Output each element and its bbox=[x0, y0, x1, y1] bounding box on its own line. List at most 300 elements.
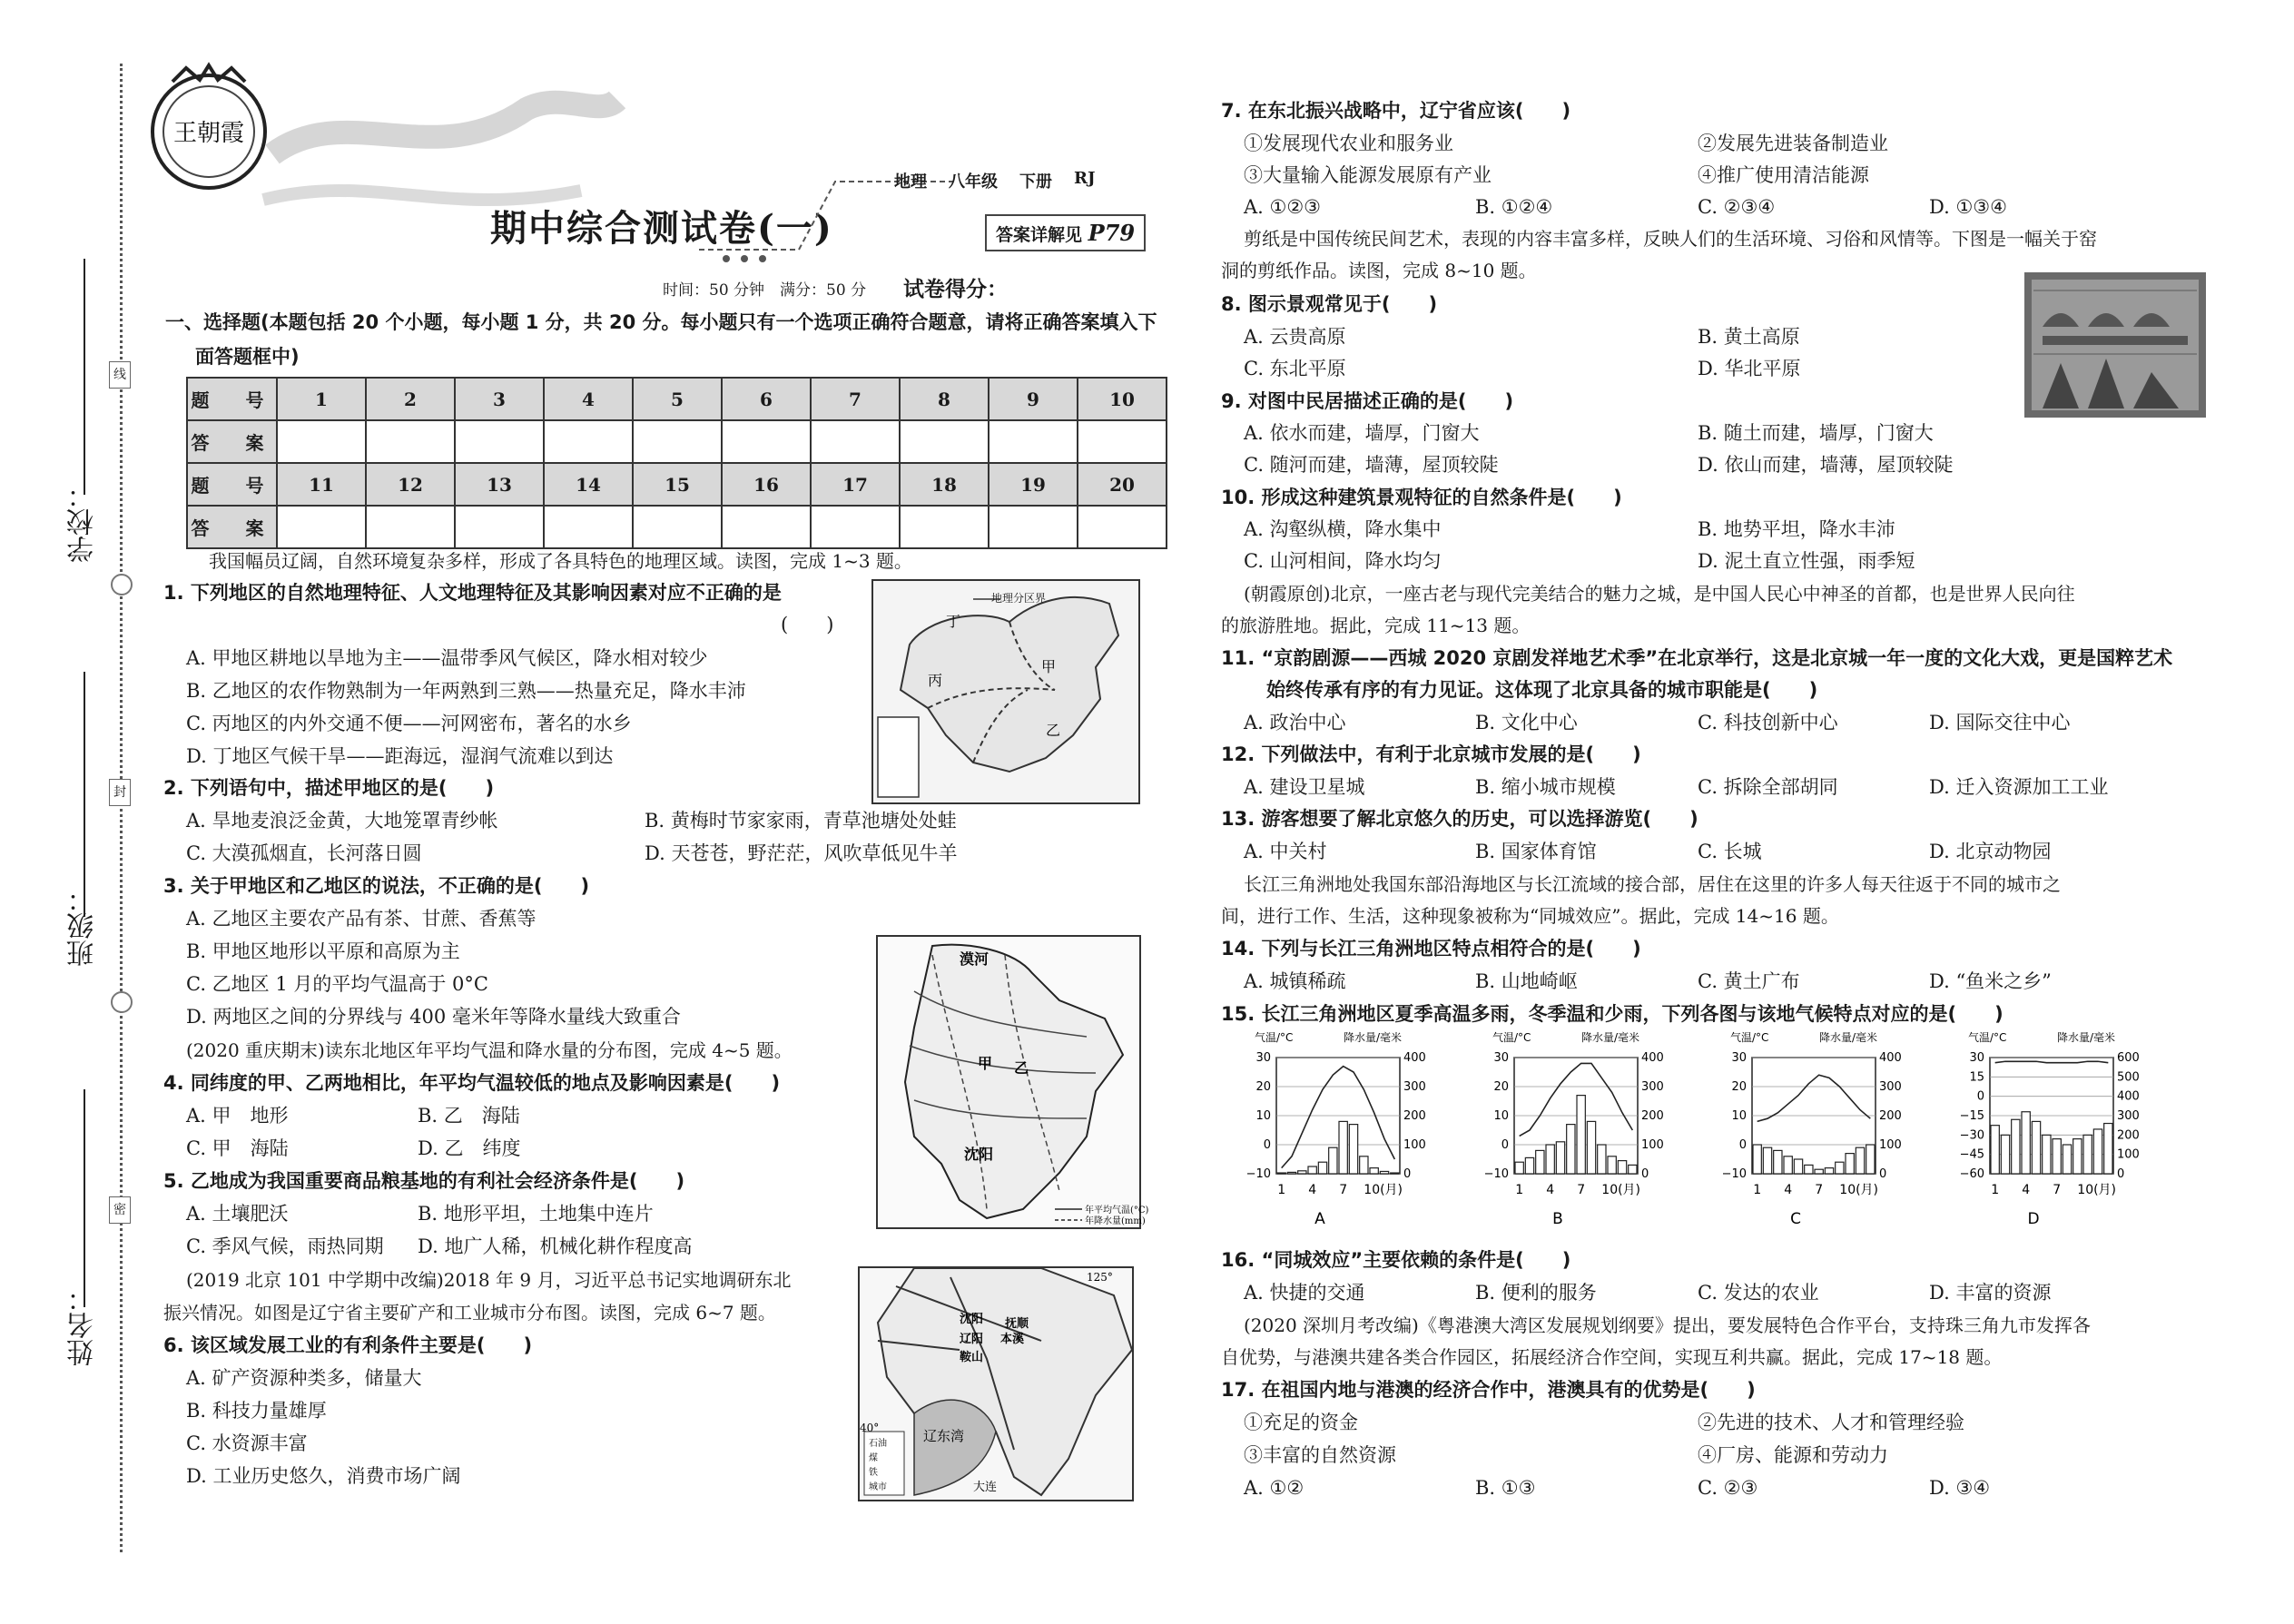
q17-item-4: ④厂房、能源和劳动力 bbox=[1698, 1444, 1888, 1466]
chart-tick-left: −60 bbox=[1959, 1167, 1984, 1181]
q8-option-a: A. 云贵高原 bbox=[1244, 326, 1346, 348]
chart-tick-x: 4 bbox=[1546, 1183, 1555, 1197]
chart-bar bbox=[1391, 1173, 1399, 1174]
answer-cell[interactable] bbox=[900, 420, 989, 463]
intro-4: 剪纸是中国传统民间艺术，表现的内容丰富多样，反映人们的生活环境、习俗和风情等。下图是一幅关于窑 bbox=[1244, 228, 2097, 250]
answer-cell[interactable] bbox=[277, 506, 366, 548]
intro-5: (朝霞原创)北京，一座古老与现代完美结合的魅力之城，是中国人民心中神圣的首都，也是世界人民向往 bbox=[1244, 583, 2075, 605]
chart-bar bbox=[1815, 1169, 1823, 1174]
chart-bar bbox=[1866, 1145, 1875, 1174]
q1-paren: ( ) bbox=[781, 614, 834, 635]
q3-option-c: C. 乙地区 1 月的平均气温高于 0°C bbox=[186, 973, 488, 995]
answer-cell[interactable] bbox=[1078, 506, 1167, 548]
chart-y1-label: 气温/°C bbox=[1968, 1031, 2007, 1044]
chart-bar bbox=[1846, 1154, 1854, 1174]
map3-legend-coal: 煤 bbox=[869, 1453, 878, 1463]
answer-cell[interactable] bbox=[633, 420, 722, 463]
map3-legend-city: 城市 bbox=[869, 1482, 887, 1492]
chart-tick-right: 0 bbox=[1403, 1167, 1412, 1181]
table-row bbox=[187, 420, 1167, 463]
chart-bar bbox=[1794, 1159, 1802, 1174]
chart-tick-left: 0 bbox=[1738, 1138, 1747, 1152]
chart-tick-x: 7 bbox=[1815, 1183, 1824, 1197]
chart-tick-x: 1 bbox=[1277, 1183, 1286, 1197]
answer-cell[interactable] bbox=[722, 420, 811, 463]
northeast-isoline-map bbox=[876, 935, 1149, 1229]
map3-label-anshan: 鞍山 bbox=[960, 1351, 984, 1364]
q-number: 15 bbox=[633, 463, 722, 506]
table-row bbox=[187, 506, 1167, 548]
intro-7-cont: 自优势，与港澳共建各类合作园区，拓展经济合作空间，实现互利共赢。据此，完成 17~18 题。 bbox=[1221, 1346, 2003, 1368]
q5-option-a: A. 土壤肥沃 bbox=[186, 1203, 289, 1225]
answer-cell[interactable] bbox=[633, 506, 722, 548]
chart-bar bbox=[2032, 1121, 2040, 1174]
chart-tick-left: 30 bbox=[1493, 1051, 1509, 1065]
question-12: 12. 下列做法中，有利于北京城市发展的是( ) bbox=[1221, 743, 1641, 765]
chart-tick-left: −10 bbox=[1721, 1167, 1747, 1181]
map3-label-dalian: 大连 bbox=[973, 1481, 998, 1494]
liaoning-industry-map bbox=[858, 1266, 1134, 1501]
chart-bar bbox=[1763, 1147, 1771, 1174]
chart-tick-x: 10(月) bbox=[1601, 1183, 1641, 1197]
map3-label-liaodongwan: 辽东湾 bbox=[923, 1428, 965, 1444]
q3-option-d: D. 两地区之间的分界线与 400 毫米年等降水量线大致重合 bbox=[186, 1006, 681, 1028]
q16-option-a: A. 快捷的交通 bbox=[1244, 1282, 1365, 1304]
q12-option-d: D. 迁入资源加工工业 bbox=[1929, 776, 2109, 798]
q-number: 20 bbox=[1078, 463, 1167, 506]
chart-tick-x: 4 bbox=[1308, 1183, 1317, 1197]
q-number: 12 bbox=[366, 463, 455, 506]
chart-bar bbox=[2053, 1139, 2061, 1174]
chart-bar bbox=[2022, 1112, 2030, 1174]
map3-label-fushun: 抚顺 bbox=[1005, 1317, 1029, 1331]
chart-bar bbox=[1784, 1156, 1792, 1174]
q13-option-d: D. 北京动物园 bbox=[1929, 841, 2052, 862]
meta-subject: 地理 bbox=[894, 172, 927, 192]
intro-3: (2019 北京 101 中学期中改编)2018 年 9 月，习近平总书记实地调研东北 bbox=[186, 1269, 792, 1291]
q10-option-c: C. 山河相间，降水均匀 bbox=[1244, 550, 1442, 572]
q-number: 16 bbox=[722, 463, 811, 506]
class-line bbox=[84, 672, 85, 917]
q7-option-a: A. ①②③ bbox=[1244, 196, 1321, 218]
q6-option-b: B. 科技力量雄厚 bbox=[186, 1400, 327, 1422]
school-line bbox=[84, 259, 85, 495]
chart-bar bbox=[1753, 1145, 1761, 1174]
page-title: 期中综合测试卷(一) bbox=[490, 207, 833, 250]
chart-tick-x: 7 bbox=[1339, 1183, 1348, 1197]
intro-5-cont: 的旅游胜地。据此，完成 11~13 题。 bbox=[1221, 615, 1531, 636]
chart-bar bbox=[1287, 1172, 1295, 1174]
answer-cell[interactable] bbox=[366, 506, 455, 548]
q-number: 1 bbox=[277, 378, 366, 420]
q-number: 11 bbox=[277, 463, 366, 506]
intro-1: 我国幅员辽阔，自然环境复杂多样，形成了各具特色的地理区域。读图，完成 1~3 题。 bbox=[209, 550, 912, 572]
chart-bar bbox=[2093, 1129, 2102, 1174]
chart-bar bbox=[1329, 1147, 1337, 1174]
q2-option-b: B. 黄梅时节家家雨，青草池塘处处蛙 bbox=[645, 810, 957, 832]
question-4: 4. 同纬度的甲、乙两地相比，年平均气温较低的地点及影响因素是( ) bbox=[163, 1072, 781, 1094]
q16-option-c: C. 发达的农业 bbox=[1698, 1282, 1819, 1304]
map3-legend-iron: 铁 bbox=[869, 1468, 878, 1478]
answer-cell[interactable] bbox=[277, 420, 366, 463]
q13-option-a: A. 中关村 bbox=[1244, 841, 1327, 862]
q9-option-a: A. 依水而建，墙厚，门窗大 bbox=[1244, 422, 1480, 444]
chart-temp-line bbox=[1282, 1067, 1395, 1168]
intro-3-cont: 振兴情况。如图是辽宁省主要矿产和工业城市分布图。读图，完成 6~7 题。 bbox=[163, 1302, 776, 1324]
chart-tick-left: 15 bbox=[1969, 1070, 1984, 1085]
chart-tick-left: 30 bbox=[1969, 1051, 1984, 1065]
q-number: 3 bbox=[455, 378, 544, 420]
chart-tick-left: 20 bbox=[1493, 1080, 1509, 1094]
q-number: 8 bbox=[900, 378, 989, 420]
chart-caption: A bbox=[1314, 1210, 1325, 1228]
chart-tick-right: 300 bbox=[1641, 1080, 1664, 1094]
cut-mark-mi: 密 bbox=[109, 1196, 131, 1224]
q2-option-c: C. 大漠孤烟直，长河落日圆 bbox=[186, 842, 422, 864]
chart-tick-right: 200 bbox=[1879, 1109, 1902, 1123]
q-number: 14 bbox=[544, 463, 633, 506]
map3-label-lon: 125° bbox=[1087, 1271, 1113, 1284]
chart-bar bbox=[1629, 1165, 1637, 1174]
q16-option-d: D. 丰富的资源 bbox=[1929, 1282, 2052, 1304]
chart-tick-left: 10 bbox=[1255, 1109, 1271, 1123]
chart-tick-left: −30 bbox=[1959, 1128, 1984, 1143]
q1-option-a: A. 甲地区耕地以旱地为主——温带季风气候区，降水相对较少 bbox=[186, 647, 708, 669]
chart-tick-right: 200 bbox=[1641, 1109, 1664, 1123]
q7-item-3: ③大量输入能源发展原有产业 bbox=[1244, 164, 1492, 186]
map3-label-liaoyang: 辽阳 bbox=[960, 1333, 984, 1346]
q13-option-c: C. 长城 bbox=[1698, 841, 1762, 862]
chart-bar bbox=[1546, 1145, 1554, 1174]
q4-option-d: D. 乙 纬度 bbox=[418, 1137, 521, 1159]
chart-bar bbox=[1525, 1157, 1533, 1174]
chart-tick-right: 200 bbox=[1403, 1109, 1426, 1123]
chart-bar bbox=[1515, 1162, 1523, 1174]
map2-label-mohe: 漠河 bbox=[960, 950, 989, 968]
q-number: 19 bbox=[989, 463, 1078, 506]
q10-option-a: A. 沟壑纵横，降水集中 bbox=[1244, 518, 1442, 540]
chart-y2-label: 降水量/毫米 bbox=[2057, 1031, 2116, 1044]
chart-tick-right: 300 bbox=[1879, 1080, 1902, 1094]
chart-bar bbox=[1836, 1162, 1844, 1174]
chart-tick-left: −45 bbox=[1959, 1147, 1984, 1162]
q17-item-2: ②先进的技术、人才和管理经验 bbox=[1698, 1412, 1964, 1433]
q17-option-b: B. ①③ bbox=[1475, 1477, 1536, 1499]
question-1: 1. 下列地区的自然地理特征、人文地理特征及其影响因素对应不正确的是 bbox=[163, 582, 782, 604]
q14-option-a: A. 城镇稀疏 bbox=[1244, 970, 1346, 992]
map3-label-benxi: 本溪 bbox=[1000, 1333, 1025, 1346]
chart-tick-right: 100 bbox=[1641, 1138, 1664, 1152]
chart-bar bbox=[2063, 1145, 2071, 1174]
section-heading-cont: 面答题框中) bbox=[195, 346, 300, 368]
q17-item-3: ③丰富的自然资源 bbox=[1244, 1444, 1396, 1466]
chart-tick-right: 400 bbox=[1879, 1051, 1902, 1065]
chart-caption: C bbox=[1790, 1210, 1801, 1228]
q-number: 2 bbox=[366, 378, 455, 420]
chart-bar bbox=[1536, 1150, 1544, 1174]
map1-label-yi: 乙 bbox=[1046, 722, 1061, 739]
section-heading: 一、选择题(本题包括 20 个小题，每小题 1 分，共 20 分。每小题只有一个选项正确符合题意，请将正确答案填入下 bbox=[165, 311, 1157, 333]
question-10: 10. 形成这种建筑景观特征的自然条件是( ) bbox=[1221, 487, 1622, 508]
q16-option-b: B. 便利的服务 bbox=[1475, 1282, 1597, 1304]
chart-tick-right: 600 bbox=[2117, 1051, 2140, 1065]
chart-tick-left: −10 bbox=[1245, 1167, 1271, 1181]
chart-bar bbox=[1567, 1125, 1575, 1174]
chart-tick-x: 7 bbox=[1577, 1183, 1586, 1197]
chart-bar bbox=[1556, 1142, 1564, 1174]
q7-option-d: D. ①③④ bbox=[1929, 196, 2007, 218]
chart-tick-x: 1 bbox=[1753, 1183, 1762, 1197]
chart-bar bbox=[1856, 1147, 1864, 1174]
question-17: 17. 在祖国内地与港澳的经济合作中，港澳具有的优势是( ) bbox=[1221, 1379, 1756, 1401]
q12-option-c: C. 拆除全部胡同 bbox=[1698, 776, 1838, 798]
chart-bar bbox=[1277, 1173, 1285, 1174]
q-number: 17 bbox=[811, 463, 900, 506]
chart-tick-right: 400 bbox=[1403, 1051, 1426, 1065]
question-2: 2. 下列语句中，描述甲地区的是( ) bbox=[163, 777, 495, 799]
answer-cell[interactable] bbox=[989, 420, 1078, 463]
chart-bar bbox=[1618, 1161, 1626, 1174]
question-11-cont: 始终传承有序的有力见证。这体现了北京具备的城市职能是( ) bbox=[1266, 679, 1818, 701]
answer-cell[interactable] bbox=[455, 506, 544, 548]
chart-tick-left: 10 bbox=[1731, 1109, 1747, 1123]
chart-tick-right: 100 bbox=[2117, 1147, 2140, 1162]
chart-tick-right: 400 bbox=[2117, 1089, 2140, 1104]
chart-tick-right: 0 bbox=[1879, 1167, 1887, 1181]
chart-caption: B bbox=[1552, 1210, 1563, 1228]
q2-option-a: A. 旱地麦浪泛金黄，大地笼罩青纱帐 bbox=[186, 810, 498, 832]
question-15: 15. 长江三角洲地区夏季高温多雨，冬季温和少雨，下列各图与该地气候特点对应的是( ) bbox=[1221, 1003, 2004, 1025]
svg-text:王朝霞: 王朝霞 bbox=[172, 120, 245, 147]
question-16: 16. “同城效应”主要依赖的条件是( ) bbox=[1221, 1249, 1571, 1271]
chart-bar bbox=[1598, 1145, 1606, 1174]
q10-option-b: B. 地势平坦，降水丰沛 bbox=[1698, 518, 1895, 540]
chart-tick-x: 10(月) bbox=[2077, 1183, 2117, 1197]
map1-label-jia: 甲 bbox=[1041, 658, 1057, 675]
chart-bar bbox=[1360, 1156, 1368, 1174]
answer-cell[interactable] bbox=[1078, 420, 1167, 463]
q1-option-c: C. 丙地区的内外交通不便——河网密布，著名的水乡 bbox=[186, 713, 632, 734]
q17-option-d: D. ③④ bbox=[1929, 1477, 1991, 1499]
q11-option-a: A. 政治中心 bbox=[1244, 712, 1346, 733]
climate-charts bbox=[1235, 1030, 2170, 1239]
q9-option-d: D. 依山而建，墙薄，屋顶较陡 bbox=[1698, 454, 1954, 476]
chart-y2-label: 降水量/毫米 bbox=[1344, 1031, 1403, 1044]
answer-ref-label: 答案详解见 bbox=[996, 225, 1083, 245]
q8-option-b: B. 黄土高原 bbox=[1698, 326, 1800, 348]
chart-tick-right: 0 bbox=[1641, 1167, 1649, 1181]
answer-cell[interactable] bbox=[811, 506, 900, 548]
q6-option-a: A. 矿产资源种类多，储量大 bbox=[186, 1367, 422, 1389]
chart-temp-line bbox=[1520, 1063, 1633, 1136]
q10-option-d: D. 泥土直立性强，雨季短 bbox=[1698, 550, 1915, 572]
chart-bar bbox=[1577, 1096, 1585, 1174]
answer-cell[interactable] bbox=[366, 420, 455, 463]
class-label: 班级： bbox=[67, 885, 99, 967]
q14-option-c: C. 黄土广布 bbox=[1698, 970, 1800, 992]
q7-option-c: C. ②③④ bbox=[1698, 196, 1776, 218]
q5-option-c: C. 季风气候，雨热同期 bbox=[186, 1235, 384, 1257]
q6-option-c: C. 水资源丰富 bbox=[186, 1432, 308, 1454]
chart-temp-line bbox=[1757, 1075, 1871, 1121]
binding-hole bbox=[111, 574, 133, 595]
q-number: 9 bbox=[989, 378, 1078, 420]
intro-6-cont: 间，进行工作、生活，这种现象被称为“同城效应”。据此，完成 14~16 题。 bbox=[1221, 905, 1839, 927]
q14-option-d: D. “鱼米之乡” bbox=[1929, 970, 2052, 992]
intro-6: 长江三角洲地处我国东部沿海地区与长江流域的接合部，居住在这里的许多人每天往返于不同的城市之 bbox=[1244, 873, 2061, 895]
chart-tick-right: 100 bbox=[1879, 1138, 1902, 1152]
subject-meta bbox=[894, 169, 1095, 192]
question-9: 9. 对图中民居描述正确的是( ) bbox=[1221, 390, 1514, 412]
chart-y1-label: 气温/°C bbox=[1492, 1031, 1531, 1044]
q9-option-c: C. 随河而建，墙薄，屋顶较陡 bbox=[1244, 454, 1499, 476]
q-number: 5 bbox=[633, 378, 722, 420]
q17-option-a: A. ①② bbox=[1244, 1477, 1305, 1499]
answer-cell[interactable] bbox=[544, 420, 633, 463]
chart-tick-left: 30 bbox=[1731, 1051, 1747, 1065]
q11-option-c: C. 科技创新中心 bbox=[1698, 712, 1838, 733]
chart-tick-x: 4 bbox=[2022, 1183, 2031, 1197]
q2-option-d: D. 天苍苍，野茫茫，风吹草低见牛羊 bbox=[645, 842, 958, 864]
intro-2: (2020 重庆期末)读东北地区年平均气温和降水量的分布图，完成 4~5 题。 bbox=[186, 1039, 793, 1061]
q12-option-a: A. 建设卫星城 bbox=[1244, 776, 1365, 798]
question-8: 8. 图示景观常见于( ) bbox=[1221, 293, 1438, 315]
chart-bar bbox=[1308, 1166, 1316, 1174]
chart-bar bbox=[1608, 1156, 1616, 1174]
q1-option-d: D. 丁地区气候干旱——距海远，湿润气流难以到达 bbox=[186, 745, 614, 767]
chart-bar bbox=[2104, 1124, 2112, 1174]
q14-option-b: B. 山地崎岖 bbox=[1475, 970, 1578, 992]
table-row bbox=[187, 378, 1167, 420]
map3-label-lat: 40° bbox=[860, 1422, 880, 1434]
answer-cell[interactable] bbox=[811, 420, 900, 463]
map3-legend-oil: 石油 bbox=[869, 1439, 887, 1449]
q4-option-b: B. 乙 海陆 bbox=[418, 1105, 520, 1127]
q11-option-b: B. 文化中心 bbox=[1475, 712, 1578, 733]
q1-option-b: B. 乙地区的农作物熟制为一年两熟到三熟——热量充足，降水丰沛 bbox=[186, 680, 746, 702]
chart-tick-right: 300 bbox=[1403, 1080, 1426, 1094]
q3-option-a: A. 乙地区主要农产品有茶、甘蔗、香蕉等 bbox=[186, 908, 537, 930]
chart-tick-x: 4 bbox=[1784, 1183, 1793, 1197]
chart-caption: D bbox=[2027, 1210, 2040, 1228]
chart-tick-right: 400 bbox=[1641, 1051, 1664, 1065]
map2-label-shenyang: 沈阳 bbox=[964, 1146, 994, 1163]
chart-bar bbox=[1825, 1168, 1833, 1174]
question-3: 3. 关于甲地区和乙地区的说法，不正确的是( ) bbox=[163, 875, 590, 897]
question-5: 5. 乙地成为我国重要商品粮基地的有利社会经济条件是( ) bbox=[163, 1170, 685, 1192]
answer-cell[interactable] bbox=[989, 506, 1078, 548]
q-number: 6 bbox=[722, 378, 811, 420]
chart-tick-right: 0 bbox=[2117, 1167, 2125, 1181]
q7-item-1: ①发展现代农业和服务业 bbox=[1244, 133, 1453, 154]
q-number: 4 bbox=[544, 378, 633, 420]
a-label: 答 案 bbox=[187, 506, 277, 548]
school-label: 学校： bbox=[67, 481, 99, 563]
china-regions-map bbox=[871, 579, 1140, 804]
map1-label-bing: 丙 bbox=[928, 672, 943, 689]
chart-tick-right: 100 bbox=[1403, 1138, 1426, 1152]
chart-tick-left: −10 bbox=[1483, 1167, 1509, 1181]
answer-cell[interactable] bbox=[544, 506, 633, 548]
chart-bar bbox=[1318, 1162, 1326, 1174]
q13-option-b: B. 国家体育馆 bbox=[1475, 841, 1597, 862]
chart-tick-left: 10 bbox=[1493, 1109, 1509, 1123]
chart-bar bbox=[2001, 1135, 2009, 1174]
map2-label-yi: 乙 bbox=[1014, 1059, 1029, 1077]
chart-bar bbox=[1298, 1171, 1306, 1174]
chart-y2-label: 降水量/毫米 bbox=[1581, 1031, 1640, 1044]
chart-bar bbox=[2043, 1135, 2051, 1174]
q12-option-b: B. 缩小城市规模 bbox=[1475, 776, 1616, 798]
q5-option-b: B. 地形平坦，土地集中连片 bbox=[418, 1203, 654, 1225]
chart-tick-left: 20 bbox=[1255, 1080, 1271, 1094]
meta-edition: RJ bbox=[1074, 169, 1096, 188]
chart-y1-label: 气温/°C bbox=[1255, 1031, 1294, 1044]
q-number: 10 bbox=[1078, 378, 1167, 420]
answer-cell[interactable] bbox=[455, 420, 544, 463]
chart-bar bbox=[1380, 1171, 1388, 1174]
question-7: 7. 在东北振兴战略中，辽宁省应该( ) bbox=[1221, 100, 1571, 122]
q-label: 题 号 bbox=[187, 378, 277, 420]
chart-tick-left: 0 bbox=[1263, 1138, 1271, 1152]
question-13: 13. 游客想要了解北京悠久的历史，可以选择游览( ) bbox=[1221, 808, 1698, 830]
cut-mark-xian: 线 bbox=[109, 361, 131, 389]
chart-tick-left: 30 bbox=[1255, 1051, 1271, 1065]
chart-tick-x: 10(月) bbox=[1364, 1183, 1403, 1197]
chart-tick-x: 7 bbox=[2053, 1183, 2062, 1197]
chart-bar bbox=[1805, 1165, 1813, 1174]
time-score-line: 时间：50 分钟 满分：50 分 bbox=[663, 281, 867, 300]
q17-item-1: ①充足的资金 bbox=[1244, 1412, 1358, 1433]
q8-option-c: C. 东北平原 bbox=[1244, 358, 1346, 379]
answer-cell[interactable] bbox=[722, 506, 811, 548]
chart-tick-left: −15 bbox=[1959, 1109, 1984, 1123]
chart-tick-x: 10(月) bbox=[1839, 1183, 1879, 1197]
intro-4-cont: 洞的剪纸作品。读图，完成 8~10 题。 bbox=[1221, 260, 1537, 281]
chart-tick-x: 1 bbox=[1515, 1183, 1524, 1197]
q6-option-d: D. 工业历史悠久，消费市场广阔 bbox=[186, 1465, 461, 1487]
score-label: 试卷得分： bbox=[903, 278, 1008, 301]
chart-tick-right: 500 bbox=[2117, 1070, 2140, 1085]
chart-tick-x: 1 bbox=[1991, 1183, 2000, 1197]
chart-tick-left: 0 bbox=[1976, 1089, 1984, 1104]
a-label: 答 案 bbox=[187, 420, 277, 463]
q7-option-b: B. ①②④ bbox=[1475, 196, 1553, 218]
chart-tick-right: 200 bbox=[2117, 1128, 2140, 1143]
q9-option-b: B. 随土而建，墙厚，门窗大 bbox=[1698, 422, 1934, 444]
q3-option-b: B. 甲地区地形以平原和高原为主 bbox=[186, 940, 460, 962]
answer-ref-page: P79 bbox=[1088, 220, 1136, 246]
q11-option-d: D. 国际交往中心 bbox=[1929, 712, 2071, 733]
chart-bar bbox=[2012, 1119, 2020, 1174]
name-label: 姓名： bbox=[67, 1284, 99, 1366]
map2-label-jia: 甲 bbox=[978, 1055, 993, 1072]
answer-cell[interactable] bbox=[900, 506, 989, 548]
table-row bbox=[187, 463, 1167, 506]
question-11: 11. “京韵剧源——西城 2020 京剧发祥地艺术季”在北京举行，这是北京城一年一度的文化大戏，更是国粹艺术 bbox=[1221, 647, 2173, 669]
meta-volume: 下册 bbox=[1019, 172, 1052, 192]
answer-table bbox=[186, 377, 1167, 549]
chart-bar bbox=[2073, 1139, 2082, 1174]
chart-tick-left: 0 bbox=[1501, 1138, 1509, 1152]
q17-option-c: C. ②③ bbox=[1698, 1477, 1758, 1499]
q5-option-d: D. 地广人稀，机械化耕作程度高 bbox=[418, 1235, 693, 1257]
q4-option-c: C. 甲 海陆 bbox=[186, 1137, 289, 1159]
chart-bar bbox=[2083, 1135, 2092, 1174]
answer-ref-box bbox=[985, 214, 1146, 251]
intro-7: (2020 深圳月考改编)《粤港澳大湾区发展规划纲要》提出，要发展特色合作平台，支持珠三角九市发挥各 bbox=[1244, 1314, 2091, 1336]
q4-option-a: A. 甲 地形 bbox=[186, 1105, 289, 1127]
